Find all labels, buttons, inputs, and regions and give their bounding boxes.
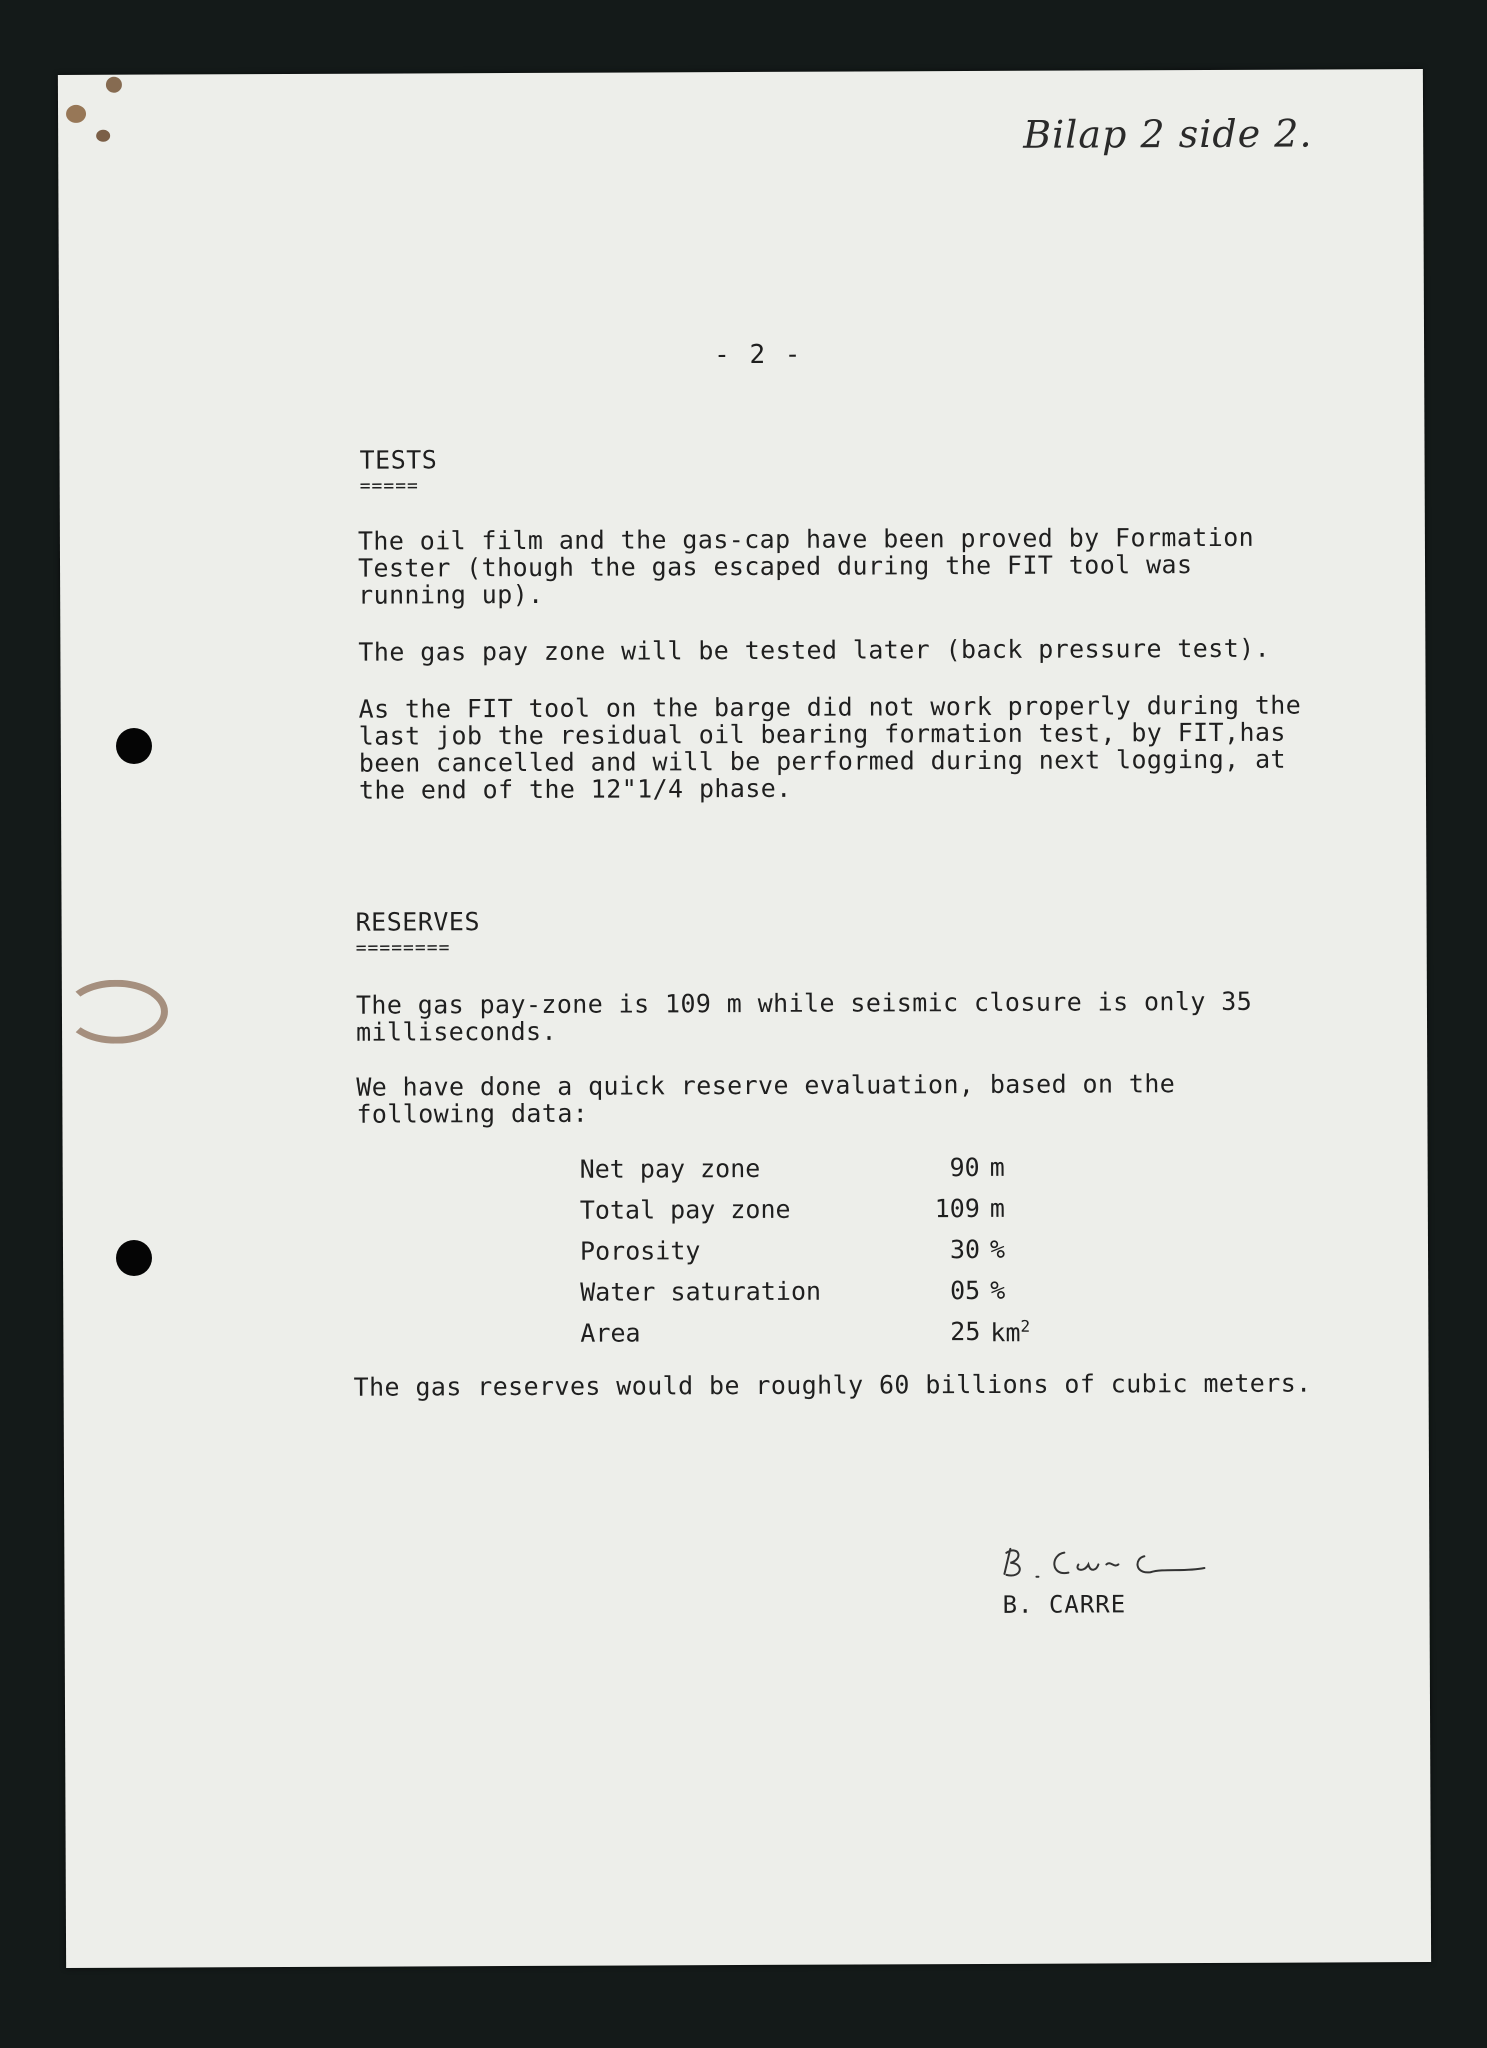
row-value: 109: [934, 1193, 980, 1224]
rust-stain: [106, 77, 122, 93]
data-row: [579, 1193, 1080, 1225]
tests-heading: TESTS: [359, 445, 438, 475]
rust-stain: [66, 105, 86, 123]
tests-paragraph-2: The gas pay zone will be tested later (back pressure test).: [358, 633, 1271, 667]
punch-hole: [116, 1240, 152, 1276]
data-row: [580, 1316, 1080, 1348]
signatory-name: B. CARRE: [1002, 1590, 1127, 1619]
rust-stain: [96, 130, 110, 142]
reserves-heading: RESERVES: [355, 907, 481, 937]
page-number: - 2 -: [714, 339, 803, 371]
document-page: [58, 69, 1431, 1968]
data-row: [580, 1275, 1080, 1307]
tests-paragraph-1: The oil film and the gas-cap have been proved by Formation Tester (though the gas escaped during the FIT tool was running up).: [357, 522, 1255, 610]
row-value: 30: [949, 1234, 981, 1265]
row-label: Total pay zone: [579, 1194, 791, 1225]
reserves-paragraph-1: The gas pay-zone is 109 m while seismic closure is only 35 milliseconds.: [355, 986, 1253, 1047]
handwritten-annotation: Bilap 2 side 2.: [1023, 111, 1313, 157]
row-label: Area: [580, 1318, 641, 1348]
row-unit: m: [989, 1152, 1005, 1182]
tests-paragraph-3: As the FIT tool on the barge did not work properly during the last job the residual oil bearing formation test, by FIT,has been cancelled and will be performed during next logging, at the end of the 12"1/4 phase.: [358, 690, 1302, 805]
row-label: Water saturation: [580, 1276, 822, 1307]
unit-text: km: [990, 1318, 1021, 1348]
row-label: Porosity: [579, 1236, 701, 1266]
row-unit: [990, 1317, 1030, 1348]
rust-stain: [64, 980, 168, 1044]
row-unit: %: [990, 1275, 1006, 1305]
data-row: [579, 1152, 1080, 1184]
row-label: Net pay zone: [579, 1153, 761, 1184]
row-value: 90: [949, 1152, 980, 1183]
row-unit: m: [989, 1193, 1005, 1223]
row-unit: %: [989, 1234, 1006, 1264]
reserves-heading-underline: ========: [355, 937, 451, 959]
data-row: [579, 1234, 1080, 1266]
reserves-paragraph-2: We have done a quick reserve evaluation, based on the following data:: [356, 1069, 1176, 1129]
row-value: 25: [950, 1316, 981, 1347]
reserves-conclusion: The gas reserves would be roughly 60 billions of cubic meters.: [353, 1368, 1312, 1402]
punch-hole: [116, 728, 152, 764]
unit-superscript: 2: [1020, 1316, 1031, 1336]
row-value: 05: [950, 1275, 981, 1306]
handwritten-signature: [994, 1538, 1224, 1589]
tests-heading-underline: =====: [359, 475, 419, 497]
